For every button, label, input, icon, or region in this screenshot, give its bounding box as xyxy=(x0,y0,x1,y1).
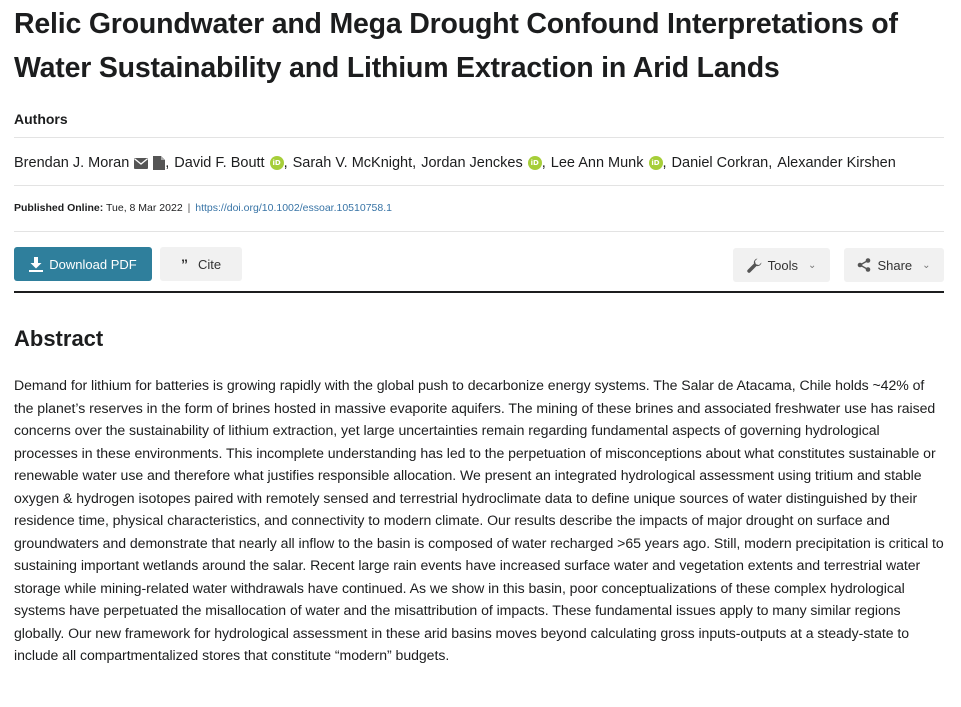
divider xyxy=(14,137,944,138)
author-name[interactable]: Sarah V. McKnight xyxy=(292,155,413,171)
orcid-icon[interactable]: iD xyxy=(649,156,663,170)
author-item[interactable] xyxy=(14,155,165,171)
separator: , xyxy=(768,155,773,171)
doi-link[interactable]: https://doi.org/10.1002/essoar.10510758.1 xyxy=(195,202,392,214)
author-name[interactable]: Daniel Corkran xyxy=(671,155,769,171)
divider xyxy=(14,231,944,232)
published-label: Published Online: xyxy=(14,202,104,214)
download-pdf-button[interactable] xyxy=(14,247,152,281)
publication-info xyxy=(14,202,392,214)
download-icon xyxy=(29,257,43,272)
author-name[interactable]: David F. Boutt xyxy=(174,155,265,171)
mail-icon[interactable] xyxy=(134,158,148,169)
authors-list xyxy=(14,155,896,171)
chevron-down-icon: ⌄ xyxy=(807,259,817,271)
quote-icon: ” xyxy=(180,256,188,272)
author-item[interactable] xyxy=(293,155,413,171)
separator: , xyxy=(283,155,288,171)
authors-heading: Authors xyxy=(14,111,68,127)
separator: , xyxy=(541,155,546,171)
author-item[interactable] xyxy=(672,155,769,171)
separator: , xyxy=(165,155,170,171)
author-item[interactable] xyxy=(174,155,283,171)
published-date: Tue, 8 Mar 2022 xyxy=(106,202,183,214)
separator: , xyxy=(662,155,667,171)
cite-button[interactable] xyxy=(160,247,242,281)
document-icon[interactable] xyxy=(153,156,165,170)
wrench-icon xyxy=(747,258,762,273)
article-title: Relic Groundwater and Mega Drought Confound Interpretations of Water Sustainability and Lithium Extraction in Arid Lands xyxy=(14,8,898,84)
chevron-down-icon: ⌄ xyxy=(922,259,931,271)
author-name[interactable]: Jordan Jenckes xyxy=(421,155,523,171)
abstract-heading: Abstract xyxy=(14,326,104,351)
abstract-text: Demand for lithium for batteries is growing rapidly with the global push to decarbonize energy systems. The Salar de Atacama, Chile holds ~42% of the planet’s reserves in the form of brines hosted in massive evaporite aquifers. The mining of these brines and associated freshwater use has raised concerns over the sustainability of lithium extraction, yet large uncertainties remain regarding fundamental aspects of governing hydrological processes in these environments. This incomplete understanding has led to the perpetuation of misconceptions about what constitutes sustainable or renewable water use and therefore what justifies responsible allocation. We present an integrated hydrological assessment using tritium and stable oxygen & hydrogen isotopes paired with remotely sensed and terrestrial hydroclimate data to define unique sources of water distinguished by their residence time, physical characteristics, and connectivity to modern climate. Our results describe the impacts of major drought on surface and groundwaters and demonstrate that nearly all inflow to the basin is composed of water recharged >65 years ago. Still, modern precipitation is critical to sustaining important wetlands around the salar. Recent large rain events have increased surface water and vegetation extents and terrestrial water storage while mining-related water withdrawals have continued. As we show in this basin, poor conceptualizations of these complex hydrological systems have perpetuated the misallocation of water and the misattribution of impacts. These fundamental issues apply to many similar regions globally. Our new framework for hydrological assessment in these arid basins moves beyond calculating gross inputs-outputs at a steady-state to include all compartmentalized stores that constitute “modern” budgets. xyxy=(14,377,944,663)
author-name[interactable]: Brendan J. Moran xyxy=(14,155,130,171)
cite-label: Cite xyxy=(197,256,222,272)
author-item[interactable] xyxy=(777,155,896,171)
orcid-icon[interactable]: iD xyxy=(270,156,284,170)
section-divider xyxy=(14,291,944,293)
separator: | xyxy=(187,202,191,214)
share-button[interactable] xyxy=(844,248,944,282)
author-name[interactable]: Alexander Kirshen xyxy=(777,155,896,171)
share-icon xyxy=(857,258,871,272)
divider xyxy=(14,185,944,186)
author-name[interactable]: Lee Ann Munk xyxy=(550,155,644,171)
separator: , xyxy=(412,155,417,171)
tools-button[interactable] xyxy=(733,248,830,282)
share-label: Share xyxy=(877,257,913,273)
author-item[interactable] xyxy=(421,155,542,171)
tools-label: Tools xyxy=(767,257,798,273)
orcid-icon[interactable]: iD xyxy=(528,156,542,170)
download-pdf-label: Download PDF xyxy=(49,256,137,272)
author-item[interactable] xyxy=(551,155,663,171)
